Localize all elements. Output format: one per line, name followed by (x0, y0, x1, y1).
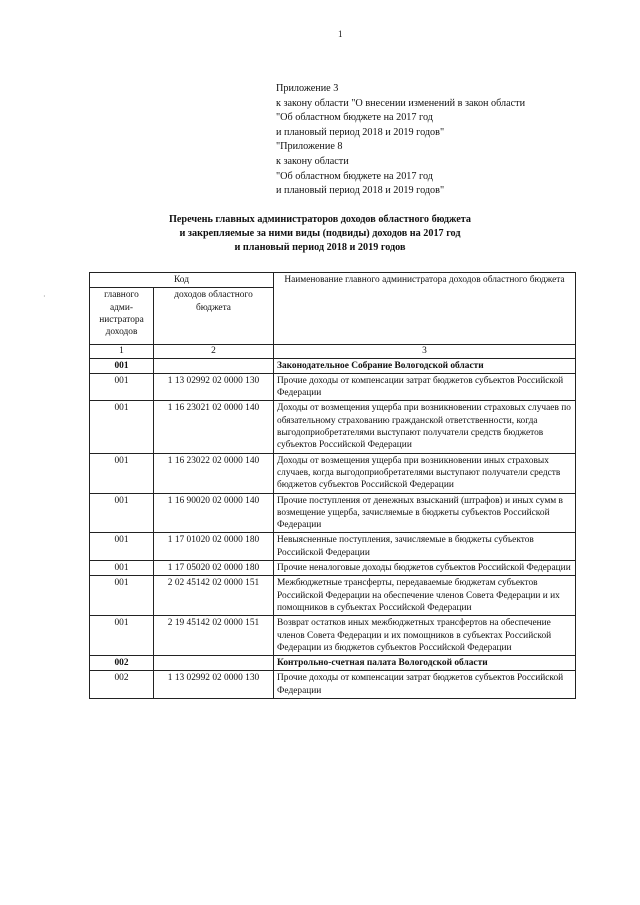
revenue-name-cell: Межбюджетные трансферты, передаваемые бюджетам субъектов Российской Федерации на обеспечение членов Совета Федерации и их помощников в субъектах Российской Федерации (274, 576, 576, 616)
revenue-name-cell: Прочие поступления от денежных взысканий (штрафов) и иных сумм в возмещение ущерба, зачисляемые в бюджеты субъектов Российской Федерации (274, 493, 576, 533)
scan-mark: · (43, 292, 46, 301)
appendix-line: "Об областном бюджете на 2017 год (276, 170, 433, 182)
appendix-line: и плановый период 2018 и 2019 годов" (276, 185, 445, 197)
table-row (90, 453, 576, 493)
revenue-code-cell: 1 16 90020 02 0000 140 (154, 493, 274, 533)
table-row (90, 616, 576, 656)
column-number: 3 (274, 345, 576, 358)
revenue-code-cell: 2 02 45142 02 0000 151 (154, 576, 274, 616)
revenue-name-cell: Законодательное Собрание Вологодской области (274, 358, 576, 373)
table-row (90, 401, 576, 453)
revenue-code-cell: 1 13 02992 02 0000 130 (154, 671, 274, 699)
administrator-code-cell: 001 (90, 576, 154, 616)
administrator-code-cell: 001 (90, 533, 154, 561)
administrator-code-cell: 001 (90, 373, 154, 401)
administrator-code-cell: 001 (90, 616, 154, 656)
page-number: 1 (338, 29, 343, 39)
administrator-code-cell: 002 (90, 671, 154, 699)
title-line: и плановый период 2018 и 2019 годов (234, 241, 406, 253)
table-row (90, 533, 576, 561)
revenue-code-cell: 2 19 45142 02 0000 151 (154, 616, 274, 656)
revenue-code-cell: 1 13 02992 02 0000 130 (154, 373, 274, 401)
header-code: Код (90, 273, 274, 288)
table-row (90, 561, 576, 576)
table-row (90, 671, 576, 699)
revenue-name-cell: Прочие доходы от компенсации затрат бюджетов субъектов Российской Федерации (274, 671, 576, 699)
column-number: 2 (154, 345, 274, 358)
title-line: Перечень главных администраторов доходов областного бюджета (168, 214, 472, 225)
revenue-code-cell: 1 17 05020 02 0000 180 (154, 561, 274, 576)
revenue-name-cell: Возврат остатков иных межбюджетных трансфертов на обеспечение членов Совета Федерации и их помощников в субъектах Российской Федерации из бюджетов субъектов Российской Федерации (274, 616, 576, 656)
appendix-line: к закону области "О внесении изменений в закон области (276, 97, 526, 109)
administrator-code-cell: 001 (90, 493, 154, 533)
administrator-code-cell: 001 (90, 453, 154, 493)
title-line: и закрепляемые за ними виды (подвиды) доходов на 2017 год (179, 227, 461, 239)
header-revenue-code: доходов областного бюджета (154, 288, 274, 345)
table-row (90, 373, 576, 401)
revenue-code-cell: 1 16 23021 02 0000 140 (154, 401, 274, 453)
appendix-line: к закону области (276, 155, 349, 167)
administrator-code-cell: 001 (90, 561, 154, 576)
revenue-name-cell: Прочие доходы от компенсации затрат бюджетов субъектов Российской Федерации (274, 373, 576, 401)
appendix-line: "Об областном бюджете на 2017 год (276, 112, 433, 124)
administrator-code-cell: 002 (90, 656, 154, 671)
table-row (90, 576, 576, 616)
administrator-code-cell: 001 (90, 401, 154, 453)
revenue-code-cell: 1 17 01020 02 0000 180 (154, 533, 274, 561)
header-administrator-name: Наименование главного администратора доходов областного бюджета (274, 273, 576, 345)
revenue-name-cell: Контрольно-счетная палата Вологодской области (274, 656, 576, 671)
document-title (110, 213, 530, 254)
revenue-name-cell: Доходы от возмещения ущерба при возникновении страховых случаев по обязательному страхованию гражданской ответственности, когда выгодоприобретателями выступают получатели средств бюджетов субъектов Российской Федерации (274, 401, 576, 453)
appendix-reference (276, 82, 525, 199)
revenue-code-cell: 1 16 23022 02 0000 140 (154, 453, 274, 493)
revenue-name-cell: Невыясненные поступления, зачисляемые в бюджеты субъектов Российской Федерации (274, 533, 576, 561)
table-row (90, 493, 576, 533)
appendix-line: и плановый период 2018 и 2019 годов" (276, 126, 445, 138)
section-row (90, 358, 576, 373)
revenue-name-cell: Доходы от возмещения ущерба при возникновении иных страховых случаев, когда выгодоприобретателями выступают получатели средств бюджетов субъектов Российской Федерации (274, 453, 576, 493)
revenue-administrators-table (89, 272, 576, 699)
table-body (90, 358, 576, 698)
section-row (90, 656, 576, 671)
column-number: 1 (90, 345, 154, 358)
appendix-line: Приложение 3 (276, 83, 339, 94)
appendix-line: "Приложение 8 (276, 141, 343, 153)
administrator-code-cell: 001 (90, 358, 154, 373)
revenue-code-cell (154, 656, 274, 671)
header-main-administrator: главного адми- нистратора доходов (90, 288, 154, 345)
revenue-name-cell: Прочие неналоговые доходы бюджетов субъектов Российской Федерации (274, 561, 576, 576)
revenue-code-cell (154, 358, 274, 373)
